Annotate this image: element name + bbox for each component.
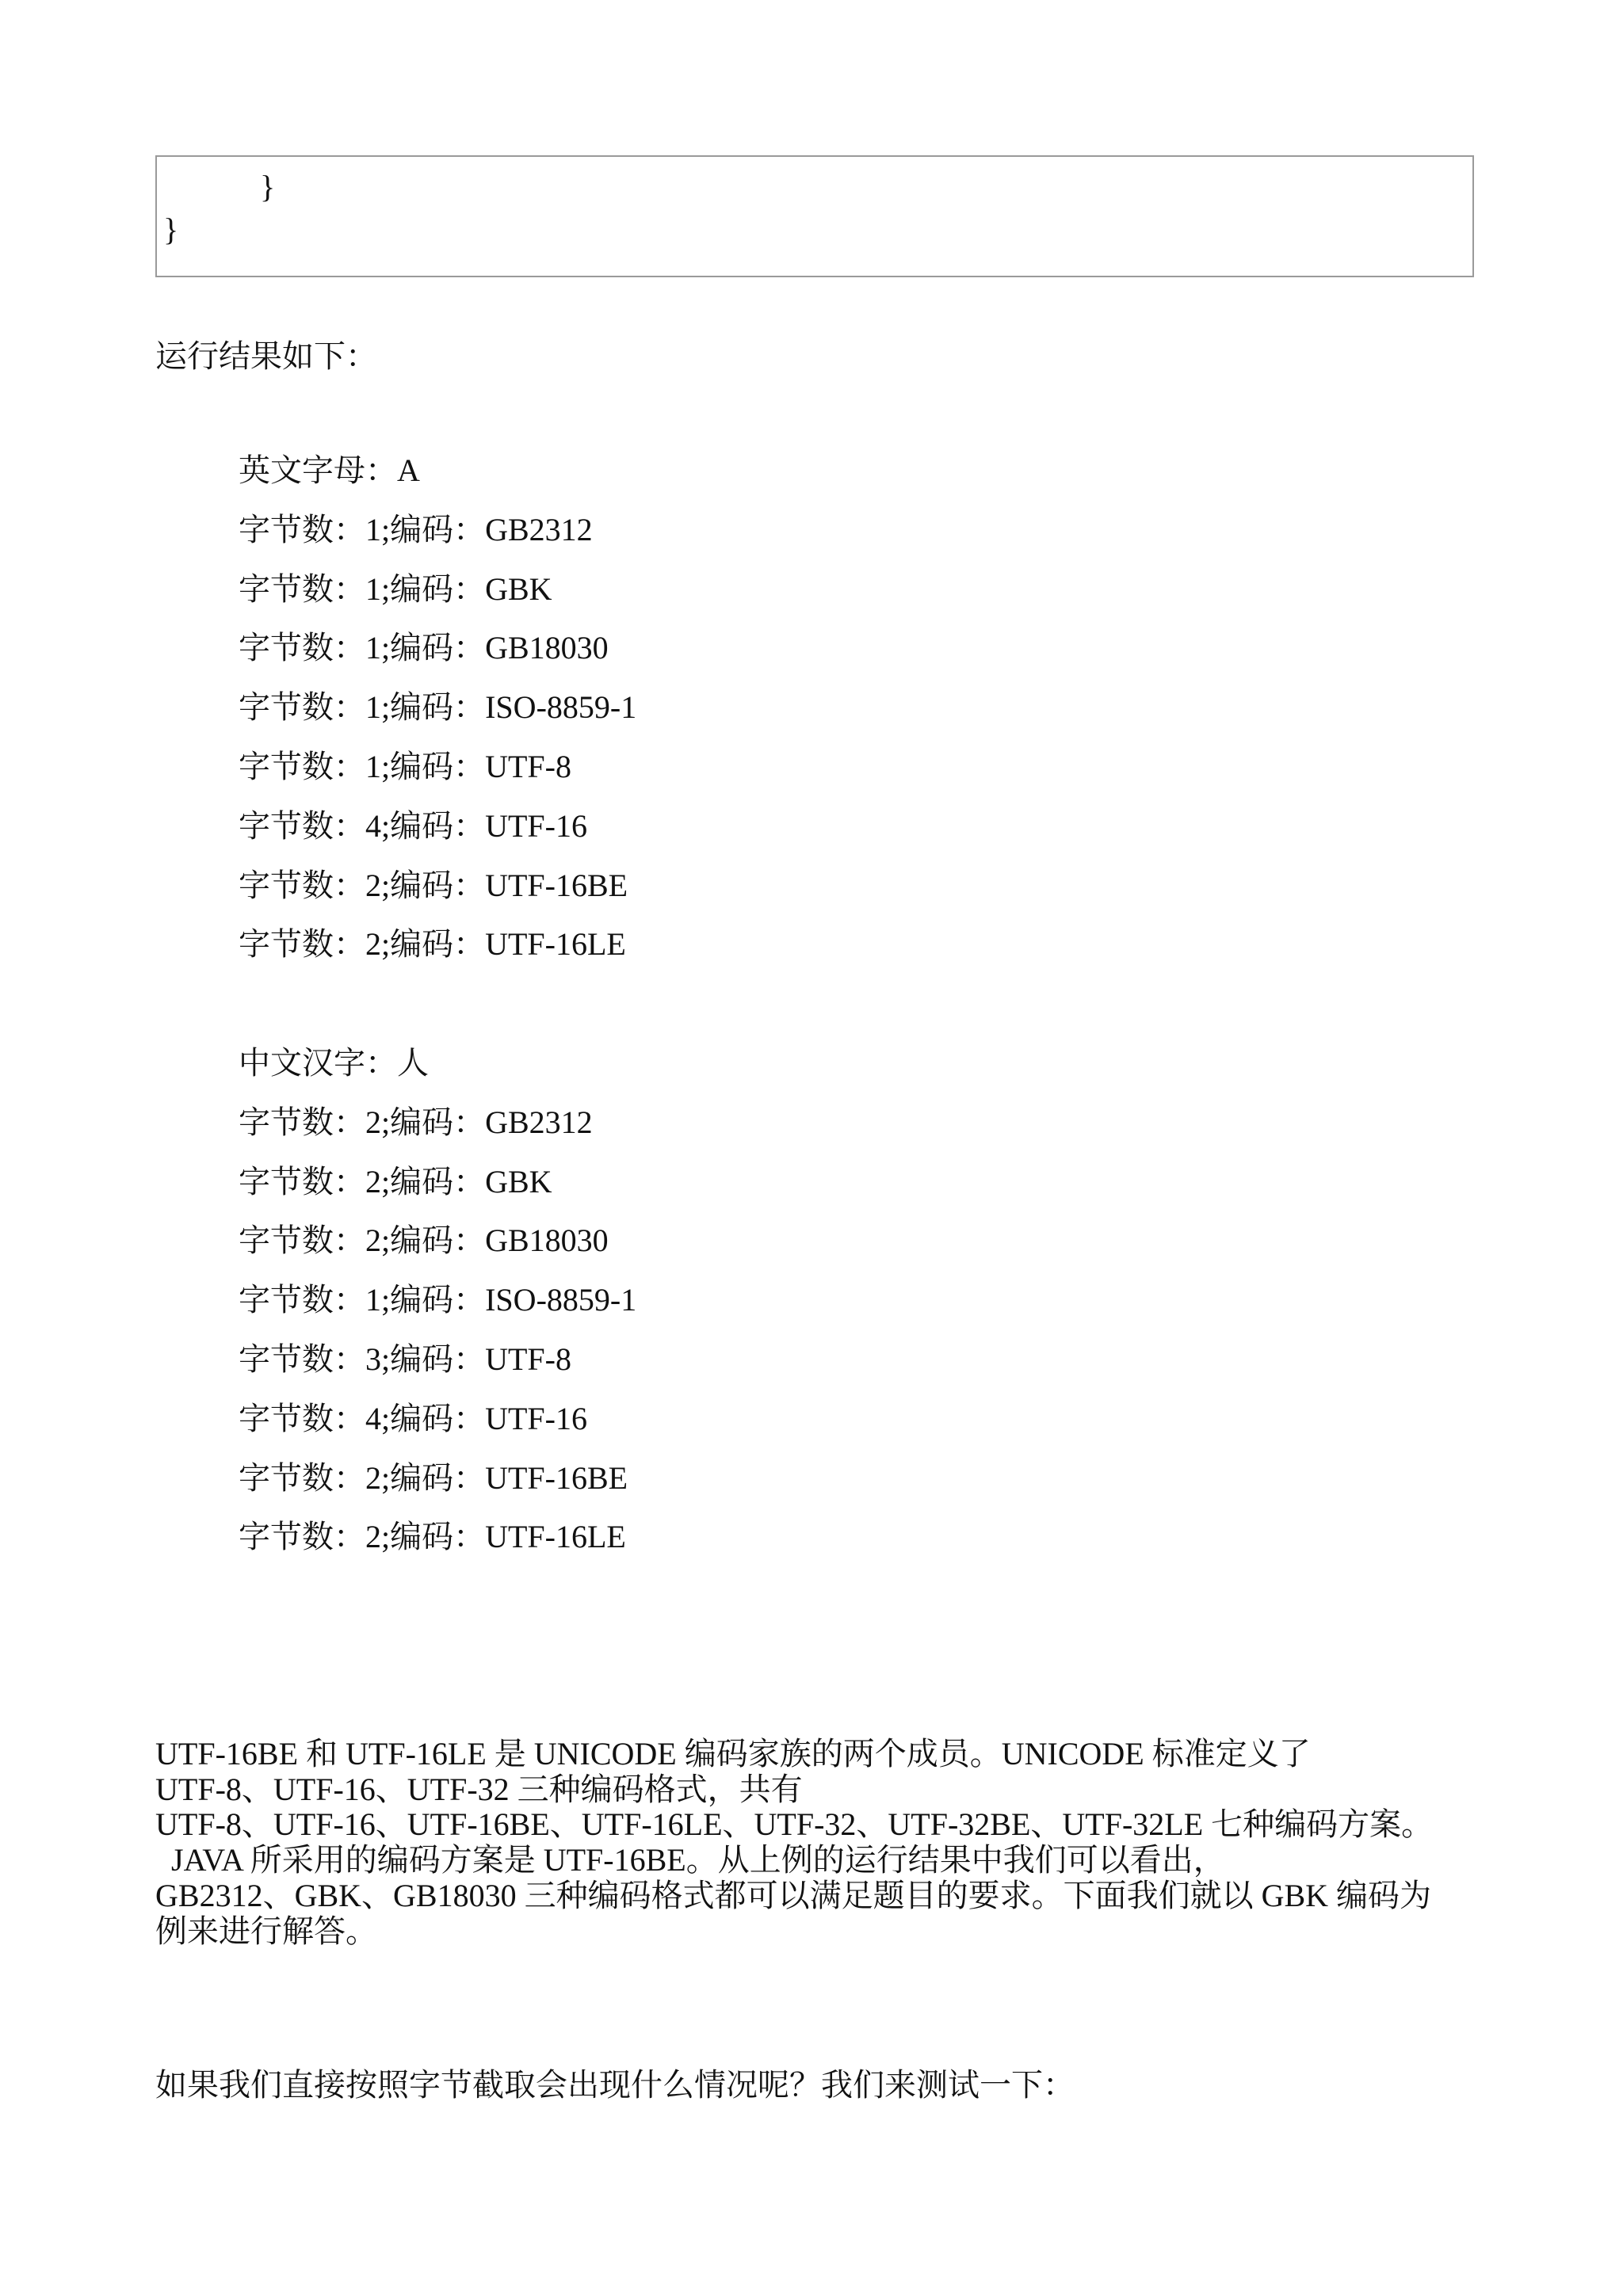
list-item-text: 字节数：2;编码：GB18030 (239, 1222, 609, 1259)
list-item-text: 字节数：4;编码：UTF-16 (239, 807, 587, 844)
list-item-text: 字节数：1;编码：GB18030 (239, 630, 609, 666)
code-line: } (260, 169, 276, 204)
list-item-text: 字节数：3;编码：UTF-8 (239, 1341, 571, 1377)
test-intro-paragraph: 如果我们直接按照字节截取会出现什么情况呢？我们来测试一下： (155, 2067, 1075, 2103)
list-item-text: 字节数：1;编码：ISO-8859-1 (239, 1282, 637, 1318)
list-item-text: 中文汉字：人 (239, 1044, 429, 1081)
list-item-text: 字节数：2;编码：UTF-16BE (239, 867, 628, 903)
list-item-text: 字节数：2;编码：UTF-16LE (239, 1519, 626, 1555)
list-item-text: 字节数：1;编码：GB2312 (239, 511, 593, 547)
list-item-text: 字节数：1;编码：GBK (239, 570, 552, 607)
code-block (155, 155, 1474, 277)
list-item-text: 字节数：4;编码：UTF-16 (239, 1400, 587, 1436)
intro-text: 运行结果如下： (155, 338, 377, 374)
list-item-text: 字节数：2;编码：GBK (239, 1163, 552, 1199)
explanation-paragraph: UTF-16BE 和 UTF-16LE 是 UNICODE 编码家族的两个成员。UNICODE 标准定义了 UTF-8、UTF-16、UTF-32 三种编码格式，共有 UTF-8、UTF-16、UTF-16BE、UTF-16LE、UTF-32、UTF-32BE、UTF-32LE 七种编码方案。 JAVA 所采用的编码方案是 UTF-16BE。从上例的运行结果中我们可以看出， GB2312、GBK、GB18030 三种编码格式都可以满足题目的要求。下面我们就以 GBK 编码为 例来进行解答。 (155, 1736, 1434, 1949)
list-item-text: 字节数：1;编码：ISO-8859-1 (239, 689, 637, 726)
list-item-text: 字节数：1;编码：UTF-8 (239, 748, 571, 784)
list-item-text: 英文字母：A (239, 452, 420, 488)
list-item-text: 字节数：2;编码：UTF-16BE (239, 1459, 628, 1496)
code-line: } (163, 212, 179, 247)
list-item-text: 字节数：2;编码：UTF-16LE (239, 926, 626, 963)
list-item-text: 字节数：2;编码：GB2312 (239, 1104, 593, 1140)
